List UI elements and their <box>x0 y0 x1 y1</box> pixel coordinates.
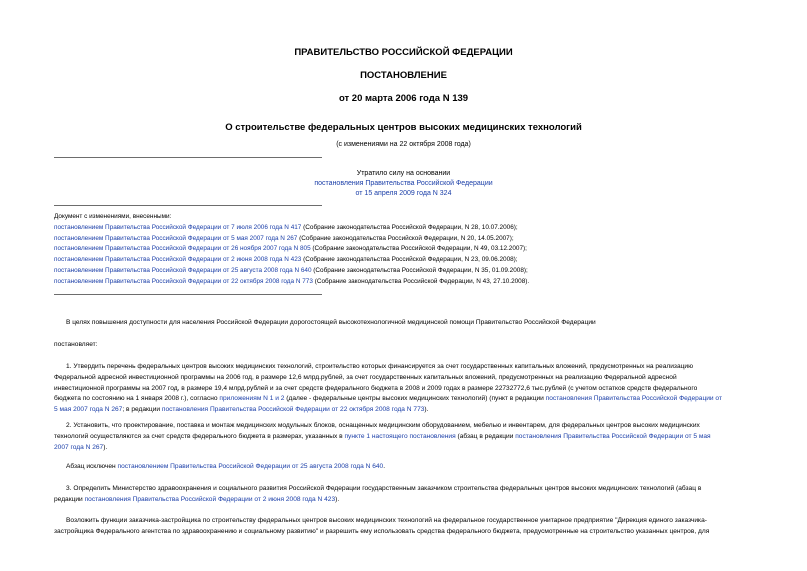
exclusion-link[interactable]: постановлением Правительства Российской Федерации от 25 августа 2008 года N 640 <box>117 463 384 470</box>
divider <box>54 294 322 295</box>
amendments-block <box>54 212 774 288</box>
repeal-link[interactable]: постановления Правительства Российской Федерации <box>314 180 493 187</box>
divider <box>54 157 322 158</box>
amended-note: (с изменениями на 22 октября 2008 года) <box>336 141 471 148</box>
point-1-link[interactable]: пункте 1 настоящего постановления <box>344 432 456 440</box>
date-number: от 20 марта 2006 года N 139 <box>338 93 469 104</box>
decrees-word: постановляет: <box>54 341 98 348</box>
edition-link[interactable]: постановления Правительства Российской Федерации от 2 июня 2008 года N 423 <box>84 495 336 503</box>
paragraph-2: 2. Установить, что проектирование, поставка и монтаж медицинских модульных блоков, оснащенных медицинским оборудованием, мебелью и инвентарем, для федеральных центров высоких медицинских технологий осуществляются за счет средств федерального бюджета в размерах, указанных в пункте 1 настоящего постановления (абзац в редакции постановления Правительства Российской Федерации от 5 мая 2007 года N 267). <box>54 422 711 451</box>
doc-type-heading: ПОСТАНОВЛЕНИЕ <box>360 70 447 81</box>
edition-link[interactable]: постановления Правительства Российской Федерации от <box>545 395 722 403</box>
edition-link-date[interactable]: 5 мая 2007 года N 267 <box>54 406 123 414</box>
amendment-item: постановлением Правительства Российской Федерации от 26 ноября 2007 года N 805 (Собрание законодательства Российской Федерации, N 49, 03.12.2007); <box>54 245 527 253</box>
repeal-line: Утратило силу на основании <box>356 170 451 177</box>
paragraph-1: 1. Утвердить перечень федеральных центров высоких медицинских технологий, строительство которых финансируется за счет государственных капитальных вложений, предусмотренных на реализацию Федеральной адресной инвестиционной программы на 2006 год, в размере 12,6 млрд.рублей, за счет государственных капитальных вложений, предусмотренных на реализацию Федеральной адресной инвестиционной программы на 2007 год, в размере 19,4 млрд.рублей и за счет средств федерального бюджета в 2008 и 2009 годах в размере 22732772,6 тыс.рублей (с учетом остатков средств федерального бюджета по состоянию на 1 января 2008 г.), согласно приложениям N 1 и 2 (далее - федеральные центры высоких медицинских технологий) (пункт в редакции постановления Правительства Российской Федерации от 5 мая 2007 года N 267; в редакции постановления Правительства Российской Федерации от 22 октября 2008 года N 773). <box>54 363 722 414</box>
paragraph-4: 3. Определить Министерство здравоохранения и социального развития Российской Федерации государственным заказчиком строительства федеральных центров высоких медицинских технологий (абзац в редакции постановления Правительства Российской Федерации от 2 июня 2008 года N 423). <box>54 485 702 503</box>
amendment-link[interactable]: постановлением Правительства Российской Федерации от 25 августа 2008 года N 640 <box>54 266 312 274</box>
document-title: О строительстве федеральных центров высоких медицинских технологий <box>225 122 582 133</box>
amendment-item: постановлением Правительства Российской Федерации от 7 июля 2006 года N 417 (Собрание законодательства Российской Федерации, N 28, 10.07.2006); <box>54 223 518 231</box>
amendment-item: постановлением Правительства Российской Федерации от 22 октября 2008 года N 773 (Собрание законодательства Российской Федерации, N 43, 27.10.2008). <box>54 277 530 285</box>
amendment-item: постановлением Правительства Российской Федерации от 25 августа 2008 года N 640 (Собрание законодательства Российской Федерации, N 35, 01.09.2008); <box>54 266 528 274</box>
amendment-item: постановлением Правительства Российской Федерации от 5 мая 2007 года N 267 (Собрание законодательства Российской Федерации, N 20, 14.05.2007); <box>54 234 514 242</box>
amendments-intro: Документ с изменениями, внесенными: <box>54 213 172 220</box>
edition-link-2[interactable]: постановления Правительства Российской Федерации от 22 октября 2008 года N 773 <box>161 406 425 414</box>
amendment-item: постановлением Правительства Российской Федерации от 2 июня 2008 года N 423 (Собрание законодательства Российской Федерации, N 23, 09.06.2008); <box>54 256 518 264</box>
amendment-link[interactable]: постановлением Правительства Российской Федерации от 26 ноября 2007 года N 805 <box>54 245 311 253</box>
repeal-link-date[interactable]: от 15 апреля 2009 года N 324 <box>355 190 452 197</box>
paragraph-3: Абзац исключен постановлением Правительства Российской Федерации от 25 августа 2008 года N 640. <box>66 463 386 470</box>
amendment-link[interactable]: постановлением Правительства Российской Федерации от 2 июня 2008 года N 423 <box>54 256 302 264</box>
edition-link-date[interactable]: 2007 года N 267 <box>54 443 104 451</box>
divider <box>54 205 322 206</box>
amendment-link[interactable]: постановлением Правительства Российской Федерации от 7 июля 2006 года N 417 <box>54 223 302 231</box>
paragraph-5: Возложить функции заказчика-застройщика по строительству федеральных центров высоких медицинских технологий на федеральное государственное унитарное предприятие "Дирекция единого заказчика- застройщика Федерального агентства по здравоохранению и социальному развитию" и разрешить ему использовать средства федерального бюджета, предусмотренные на строительство указанных центров, для <box>54 517 710 535</box>
preamble: В целях повышения доступности для населения Российской Федерации дорогостоящей высокотехнологичной медицинской помощи Правительство Российской Федерации <box>66 319 596 326</box>
government-heading: ПРАВИТЕЛЬСТВО РОССИЙСКОЙ ФЕДЕРАЦИИ <box>294 47 513 58</box>
annex-link[interactable]: приложениям N 1 и 2 <box>219 395 285 403</box>
edition-link[interactable]: постановления Правительства Российской Федерации от 5 мая <box>515 432 711 440</box>
amendment-link[interactable]: постановлением Правительства Российской Федерации от 22 октября 2008 года N 773 <box>54 277 313 285</box>
amendment-link[interactable]: постановлением Правительства Российской Федерации от 5 мая 2007 года N 267 <box>54 234 298 242</box>
